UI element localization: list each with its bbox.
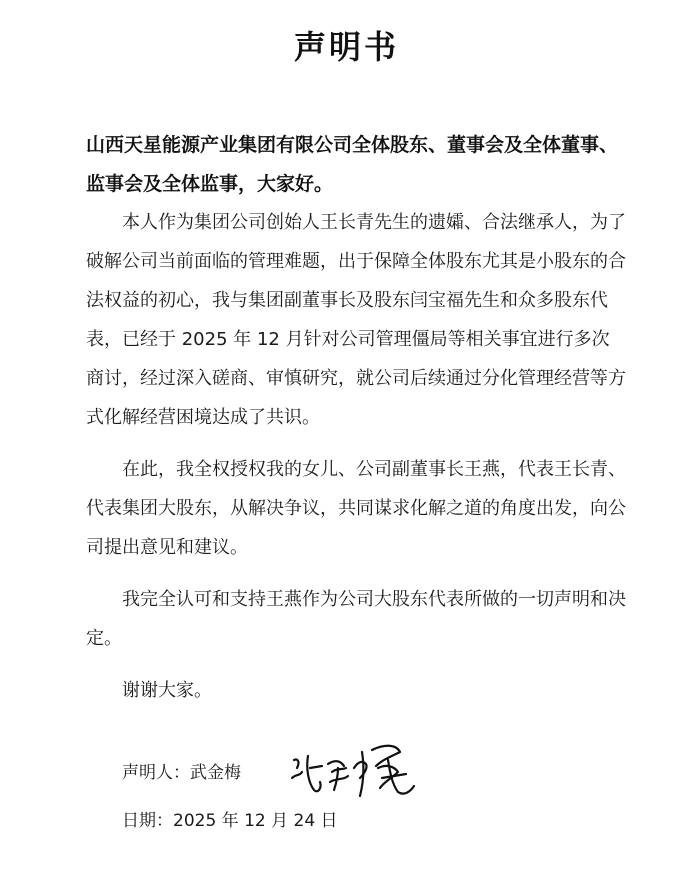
paragraph-authorization-background: 本人作为集团公司创始人王长青先生的遗孀、合法继承人，为了破解公司当前面临的管理难题，出于保障全体股东尤其是小股东的合法权益的初心，我与集团副董事长及股东闫宝福先生和众多股东代表，已经于 2025 年 12 月针对公司管理僵局等相关事宜进行多次商讨，经过深入磋商、审慎研究，就公司后续通过分化管理经营等方式化解经营困境达成了共识。 (86, 212, 626, 428)
paragraph-authorization: 在此，我全权授权我的女儿、公司副董事长王燕，代表王长青、代表集团大股东，从解决争议，共同谋求化解之道的角度出发，向公司提出意见和建议。 (86, 459, 626, 558)
signer-line: 声明人：武金梅 (122, 763, 241, 783)
date-line: 日期：2025 年 12 月 24 日 (122, 811, 338, 831)
document-body (86, 203, 626, 723)
paragraph-support: 我完全认可和支持王燕作为公司大股东代表所做的一切声明和决定。 (86, 589, 626, 649)
document-title: 声明书 (293, 28, 399, 66)
paragraph-thanks: 谢谢大家。 (122, 680, 212, 701)
handwritten-signature (288, 738, 420, 802)
salutation: 山西天星能源产业集团有限公司全体股东、董事会及全体董事、监事会及全体监事，大家好。 (86, 134, 619, 195)
